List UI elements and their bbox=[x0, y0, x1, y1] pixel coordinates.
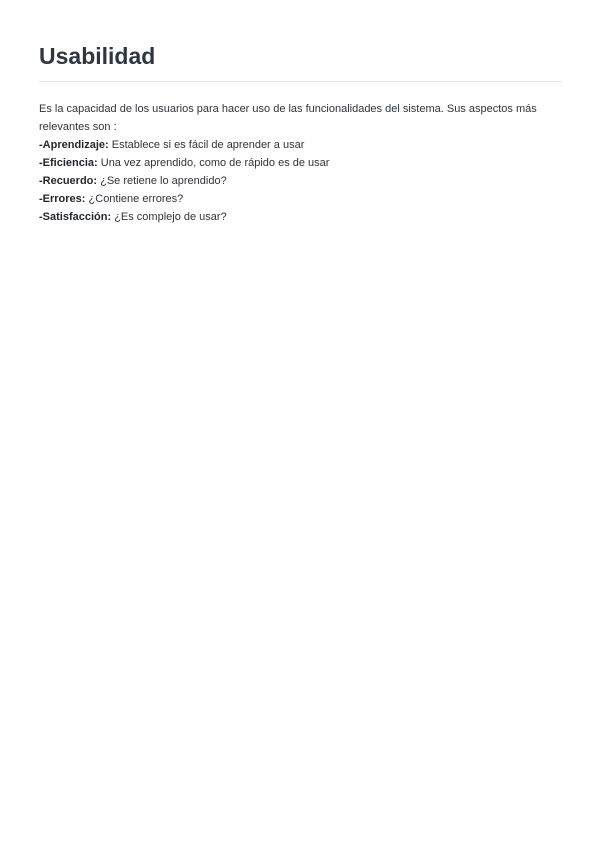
aspect-term: -Errores: bbox=[39, 193, 86, 205]
aspect-item-errores bbox=[39, 190, 562, 208]
aspect-item-aprendizaje bbox=[39, 136, 562, 154]
intro-paragraph: Es la capacidad de los usuarios para hacer uso de las funcionalidades del sistema. Sus aspectos más relevantes son : bbox=[39, 103, 537, 133]
aspect-term: -Satisfacción: bbox=[39, 211, 112, 223]
aspect-term: -Aprendizaje: bbox=[39, 139, 109, 151]
title-divider bbox=[39, 81, 562, 82]
aspect-term: -Eficiencia: bbox=[39, 157, 98, 169]
aspect-description: ¿Contiene errores? bbox=[85, 193, 184, 205]
page-title: Usabilidad bbox=[39, 43, 156, 69]
aspect-item-eficiencia bbox=[39, 154, 562, 172]
document-body bbox=[39, 100, 562, 226]
aspect-description: ¿Se retiene lo aprendido? bbox=[97, 175, 227, 187]
aspect-item-recuerdo bbox=[39, 172, 562, 190]
aspect-term: -Recuerdo: bbox=[39, 175, 98, 187]
aspect-description: Establece si es fácil de aprender a usar bbox=[108, 139, 305, 151]
aspect-description: ¿Es complejo de usar? bbox=[111, 211, 227, 223]
aspect-description: Una vez aprendido, como de rápido es de usar bbox=[97, 157, 330, 169]
aspect-item-satisfaccion bbox=[39, 208, 562, 226]
